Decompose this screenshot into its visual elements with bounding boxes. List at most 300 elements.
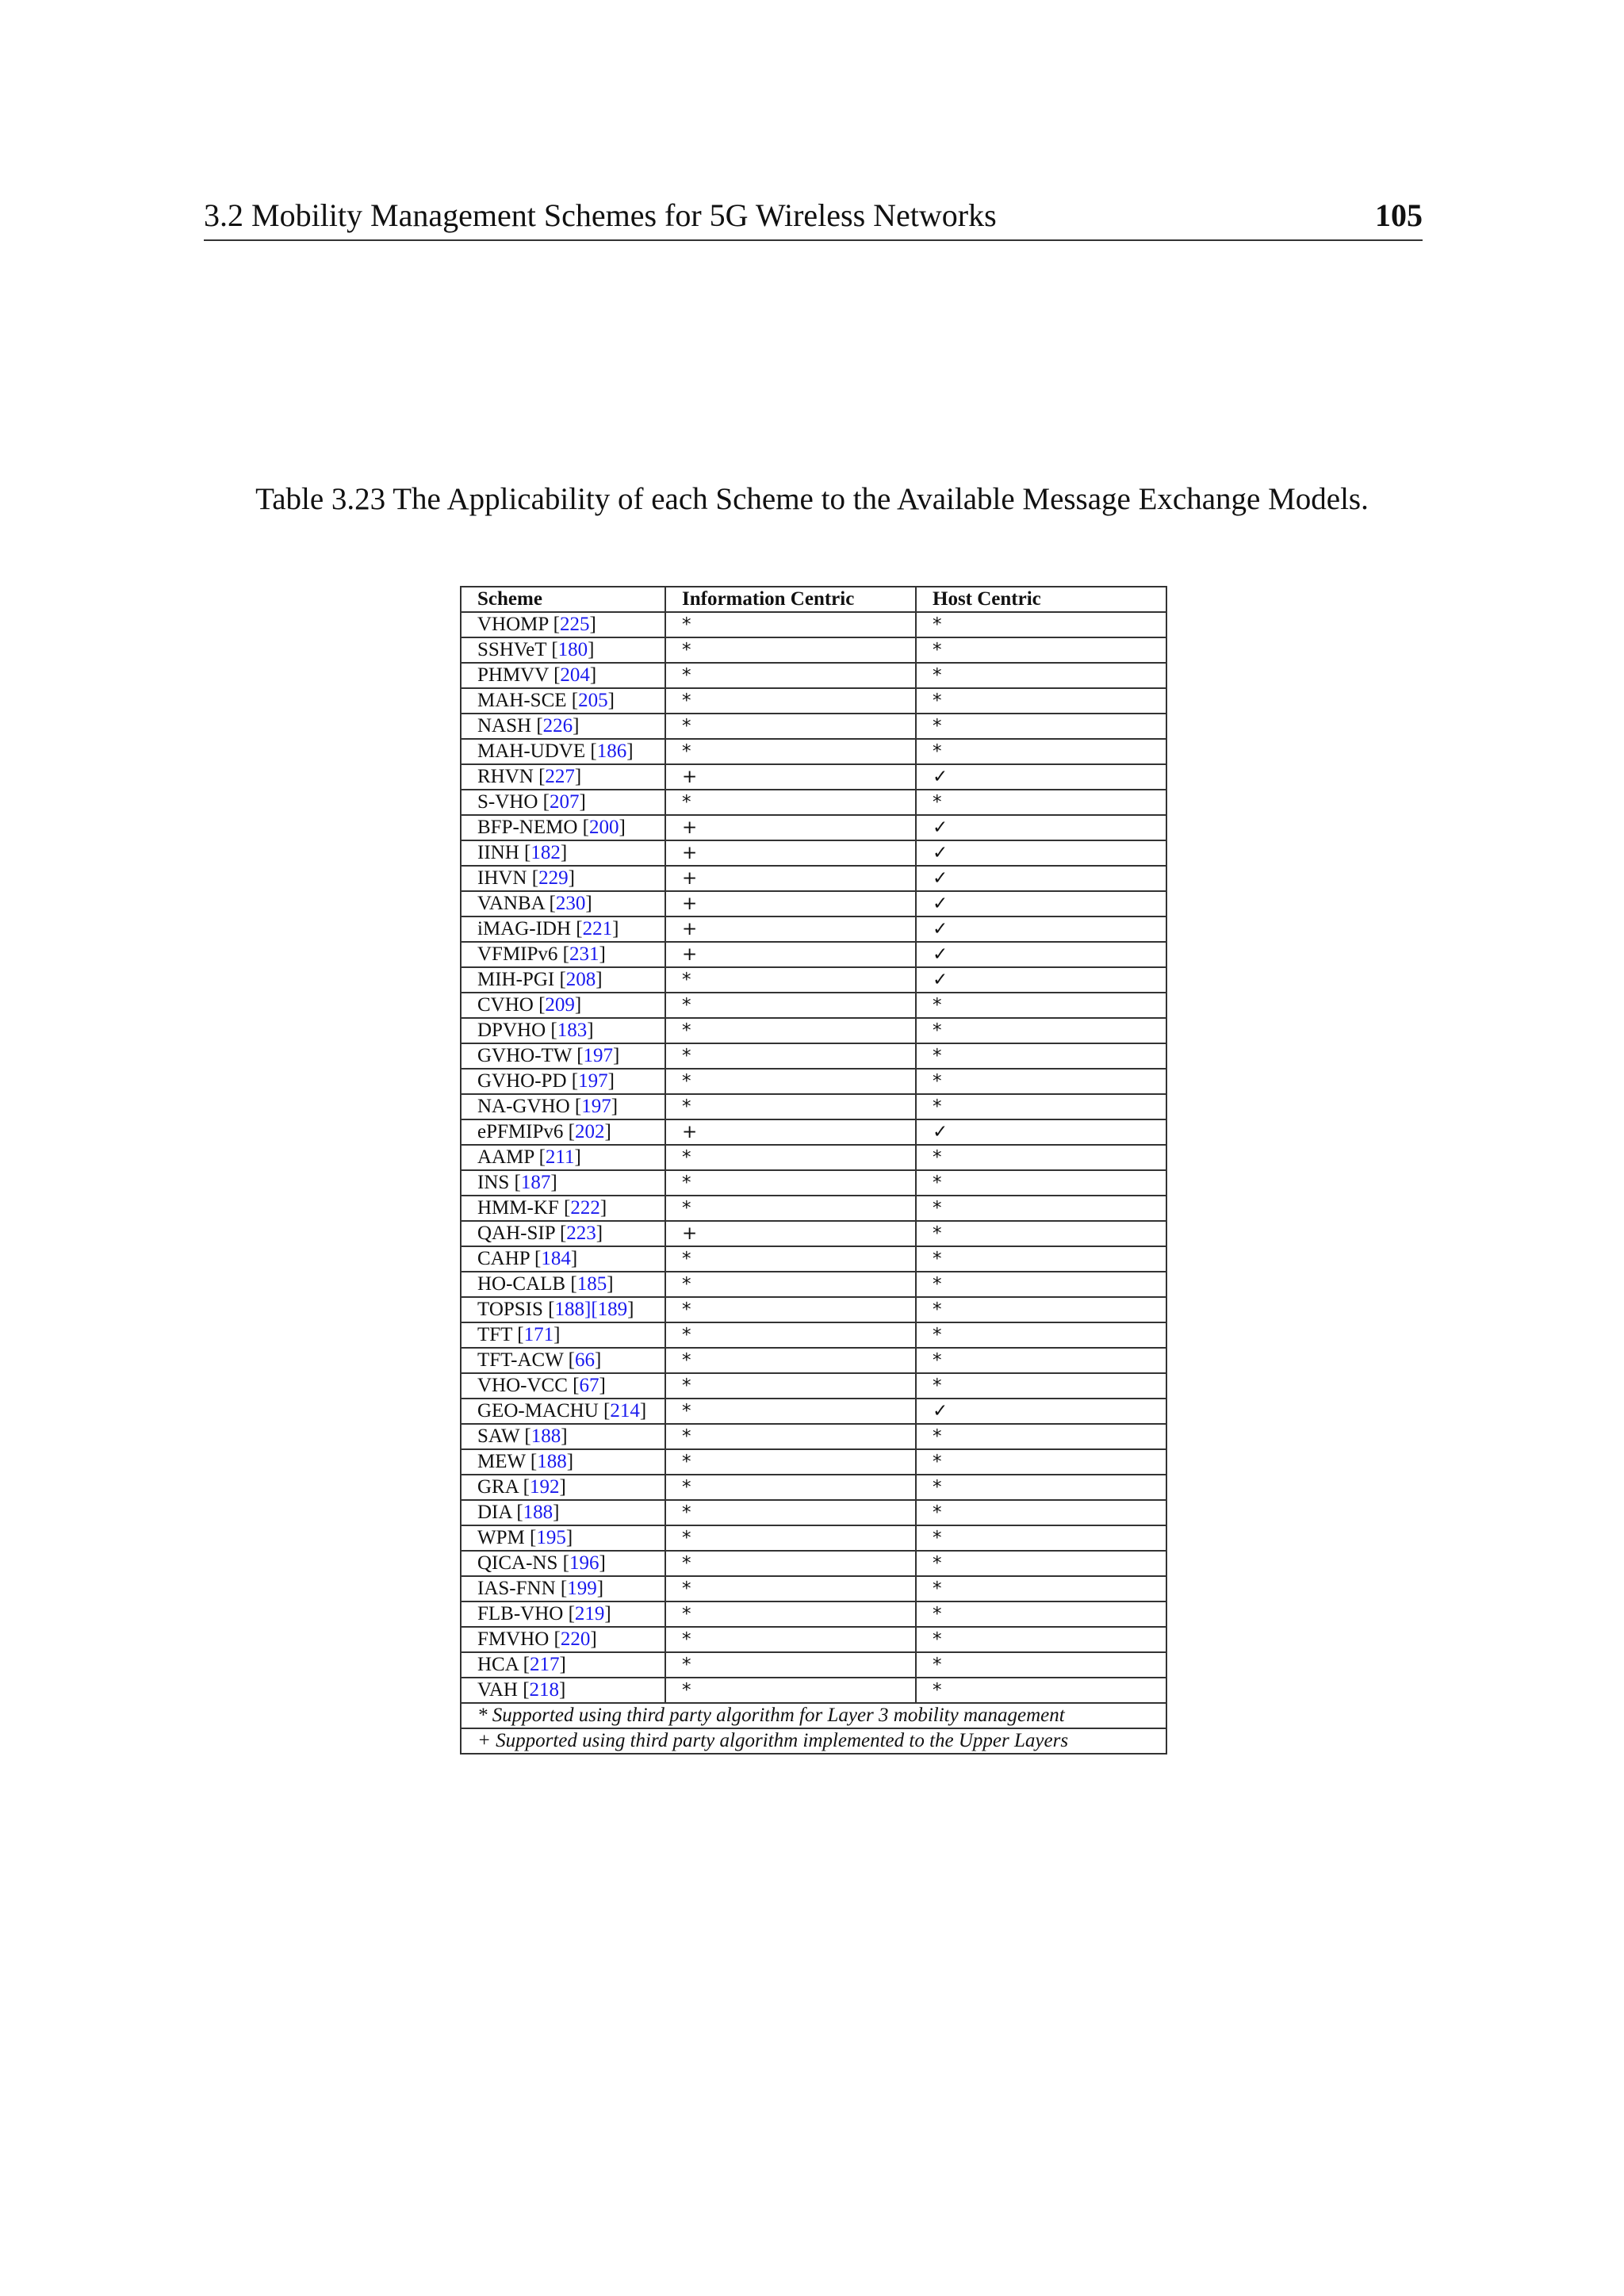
host-centric-mark: *	[933, 1198, 942, 1219]
reference-link[interactable]: 204	[560, 664, 590, 686]
scheme-name: SSHVeT	[477, 639, 547, 660]
information-centric-mark: *	[682, 1401, 691, 1422]
reference-link[interactable]: 229	[538, 867, 569, 889]
information-centric-cell	[665, 637, 916, 663]
scheme-name: TFT	[477, 1324, 512, 1345]
scheme-cell: ePFMIPv6 [202]	[461, 1119, 665, 1145]
information-centric-cell	[665, 1576, 916, 1601]
information-centric-cell	[665, 916, 916, 942]
header-row	[461, 587, 1166, 612]
table-row	[461, 1373, 1166, 1399]
information-centric-mark: +	[682, 1223, 698, 1244]
information-centric-cell	[665, 1297, 916, 1322]
information-centric-mark: *	[682, 1096, 691, 1117]
host-centric-cell	[916, 840, 1166, 866]
scheme-cell: QAH-SIP [223]	[461, 1221, 665, 1246]
scheme-name: VFMIPv6	[477, 943, 558, 965]
host-centric-cell	[916, 739, 1166, 764]
information-centric-cell	[665, 1348, 916, 1373]
table-row	[461, 1221, 1166, 1246]
scheme-name: FMVHO	[477, 1628, 550, 1650]
host-centric-mark: *	[933, 1071, 942, 1092]
reference-link[interactable]: 195	[536, 1527, 566, 1548]
host-centric-cell	[916, 1601, 1166, 1627]
scheme-name: GVHO-PD	[477, 1070, 567, 1092]
reference-link[interactable]: 231	[569, 943, 599, 965]
scheme-name: AAMP	[477, 1146, 534, 1168]
table-row	[461, 840, 1166, 866]
scheme-name: ePFMIPv6	[477, 1121, 564, 1142]
information-centric-mark: +	[682, 868, 698, 889]
host-centric-cell	[916, 1018, 1166, 1043]
information-centric-cell	[665, 1119, 916, 1145]
table-header	[461, 587, 1166, 612]
information-centric-cell	[665, 663, 916, 688]
information-centric-cell	[665, 1322, 916, 1348]
scheme-name: VAH	[477, 1679, 518, 1701]
reference-link[interactable]: 67	[579, 1375, 599, 1396]
scheme-name: VANBA	[477, 893, 545, 914]
scheme-name: SAW	[477, 1425, 520, 1447]
host-centric-mark: ✓	[933, 919, 948, 939]
host-centric-cell	[916, 663, 1166, 688]
information-centric-cell	[665, 714, 916, 739]
reference-link[interactable]: 225	[559, 614, 590, 635]
table-row	[461, 916, 1166, 942]
header-scheme: Scheme	[461, 587, 665, 612]
information-centric-mark: *	[682, 1629, 691, 1650]
reference-link[interactable]: 171	[523, 1324, 554, 1345]
table-caption: Table 3.23 The Applicability of each Scheme to the Available Message Exchange Models.	[255, 482, 1369, 516]
host-centric-mark: *	[933, 665, 942, 686]
information-centric-mark: *	[682, 1680, 691, 1701]
host-centric-mark: *	[933, 1325, 942, 1345]
footnote-plus: + Supported using third party algorithm implemented to the Upper Layers	[461, 1728, 1166, 1754]
table-row	[461, 815, 1166, 840]
scheme-name: IAS-FNN	[477, 1578, 556, 1599]
scheme-name: TOPSIS	[477, 1299, 543, 1320]
reference-link[interactable]: 188	[523, 1502, 553, 1523]
information-centric-cell	[665, 1069, 916, 1094]
host-centric-mark: *	[933, 1528, 942, 1548]
table-row	[461, 739, 1166, 764]
host-centric-mark: *	[933, 1096, 942, 1117]
reference-link[interactable]: 205	[578, 690, 608, 711]
information-centric-mark: *	[682, 1376, 691, 1396]
table-row	[461, 1094, 1166, 1119]
reference-link[interactable]: 226	[542, 715, 573, 737]
information-centric-mark: +	[682, 1122, 698, 1142]
reference-link[interactable]: 207	[549, 791, 580, 813]
table-row	[461, 1576, 1166, 1601]
host-centric-mark: ✓	[933, 868, 948, 889]
information-centric-mark: *	[682, 640, 691, 660]
reference-link[interactable]: 188][189	[554, 1299, 628, 1320]
table-row	[461, 866, 1166, 891]
footnote-row	[461, 1728, 1166, 1754]
host-centric-cell	[916, 1678, 1166, 1703]
host-centric-mark: *	[933, 640, 942, 660]
scheme-name: FLB-VHO	[477, 1603, 564, 1624]
host-centric-cell	[916, 1196, 1166, 1221]
host-centric-mark: ✓	[933, 817, 948, 838]
scheme-cell: MIH-PGI [208]	[461, 967, 665, 993]
scheme-name: QAH-SIP	[477, 1223, 555, 1244]
information-centric-mark: *	[682, 792, 691, 813]
information-centric-cell	[665, 739, 916, 764]
scheme-cell: RHVN [227]	[461, 764, 665, 790]
scheme-name: HMM-KF	[477, 1197, 559, 1219]
information-centric-mark: *	[682, 1426, 691, 1447]
host-centric-mark: *	[933, 1680, 942, 1701]
scheme-name: MAH-UDVE	[477, 740, 586, 762]
scheme-cell: IHVN [229]	[461, 866, 665, 891]
information-centric-cell	[665, 790, 916, 815]
host-centric-mark: ✓	[933, 944, 948, 965]
information-centric-cell	[665, 1221, 916, 1246]
host-centric-cell	[916, 1069, 1166, 1094]
scheme-name: DIA	[477, 1502, 512, 1523]
reference-link[interactable]: 218	[529, 1679, 560, 1701]
reference-link[interactable]: 197	[581, 1096, 611, 1117]
information-centric-cell	[665, 1373, 916, 1399]
information-centric-mark: *	[682, 1655, 691, 1675]
reference-link[interactable]: 199	[567, 1578, 597, 1599]
host-centric-mark: *	[933, 995, 942, 1016]
table-row	[461, 1424, 1166, 1449]
reference-link[interactable]: 186	[596, 740, 627, 762]
information-centric-cell	[665, 1043, 916, 1069]
reference-link[interactable]: 187	[520, 1172, 551, 1193]
host-centric-mark: *	[933, 1249, 942, 1269]
scheme-cell: MAH-UDVE [186]	[461, 739, 665, 764]
scheme-cell: TFT-ACW [66]	[461, 1348, 665, 1373]
host-centric-cell	[916, 967, 1166, 993]
scheme-cell: iMAG-IDH [221]	[461, 916, 665, 942]
reference-link[interactable]: 221	[582, 918, 613, 939]
scheme-cell: CAHP [184]	[461, 1246, 665, 1272]
table-row	[461, 1297, 1166, 1322]
host-centric-cell	[916, 1449, 1166, 1475]
table-row	[461, 637, 1166, 663]
scheme-applicability-table	[460, 586, 1167, 1755]
scheme-cell: AAMP [211]	[461, 1145, 665, 1170]
host-centric-mark: *	[933, 1578, 942, 1599]
footnote-row	[461, 1703, 1166, 1728]
table-row	[461, 967, 1166, 993]
header-host-centric: Host Centric	[916, 587, 1166, 612]
table-row	[461, 663, 1166, 688]
information-centric-mark: *	[682, 716, 691, 737]
reference-link[interactable]: 227	[545, 766, 575, 787]
host-centric-cell	[916, 1475, 1166, 1500]
scheme-cell: GRA [192]	[461, 1475, 665, 1500]
scheme-name: HO-CALB	[477, 1273, 566, 1295]
header-information-centric: Information Centric	[665, 587, 916, 612]
host-centric-mark: ✓	[933, 767, 948, 787]
scheme-cell: TFT [171]	[461, 1322, 665, 1348]
table-row	[461, 1119, 1166, 1145]
information-centric-cell	[665, 1246, 916, 1272]
host-centric-mark: *	[933, 1299, 942, 1320]
reference-link[interactable]: 196	[569, 1552, 599, 1574]
information-centric-cell	[665, 1399, 916, 1424]
information-centric-mark: *	[682, 1502, 691, 1523]
reference-link[interactable]: 200	[589, 817, 619, 838]
host-centric-cell	[916, 1221, 1166, 1246]
information-centric-mark: *	[682, 1274, 691, 1295]
scheme-cell: VHO-VCC [67]	[461, 1373, 665, 1399]
scheme-cell: VAH [218]	[461, 1678, 665, 1703]
host-centric-cell	[916, 891, 1166, 916]
information-centric-mark: *	[682, 1198, 691, 1219]
information-centric-mark: *	[682, 995, 691, 1016]
scheme-cell: GVHO-PD [197]	[461, 1069, 665, 1094]
reference-link[interactable]: 230	[555, 893, 586, 914]
footnote-star: * Supported using third party algorithm for Layer 3 mobility management	[461, 1703, 1166, 1728]
reference-link[interactable]: 184	[541, 1248, 571, 1269]
reference-link[interactable]: 219	[574, 1603, 605, 1624]
information-centric-cell	[665, 1652, 916, 1678]
information-centric-mark: *	[682, 1299, 691, 1320]
reference-link[interactable]: 202	[574, 1121, 605, 1142]
table-row	[461, 1399, 1166, 1424]
table-row	[461, 1069, 1166, 1094]
host-centric-cell	[916, 688, 1166, 714]
scheme-cell: VANBA [230]	[461, 891, 665, 916]
table-row	[461, 1246, 1166, 1272]
reference-link[interactable]: 222	[570, 1197, 600, 1219]
table-body	[461, 612, 1166, 1703]
scheme-cell: INS [187]	[461, 1170, 665, 1196]
information-centric-mark: *	[682, 1528, 691, 1548]
information-centric-cell	[665, 1094, 916, 1119]
reference-link[interactable]: 182	[530, 842, 561, 863]
page-number: 105	[1375, 197, 1423, 233]
scheme-name: CAHP	[477, 1248, 530, 1269]
table-row	[461, 612, 1166, 637]
host-centric-cell	[916, 1525, 1166, 1551]
scheme-name: INS	[477, 1172, 510, 1193]
information-centric-cell	[665, 840, 916, 866]
reference-link[interactable]: 211	[545, 1146, 575, 1168]
table-row	[461, 1475, 1166, 1500]
scheme-name: WPM	[477, 1527, 525, 1548]
reference-link[interactable]: 66	[574, 1349, 595, 1371]
host-centric-cell	[916, 1652, 1166, 1678]
scheme-cell: HO-CALB [185]	[461, 1272, 665, 1297]
information-centric-cell	[665, 612, 916, 637]
table-row	[461, 1601, 1166, 1627]
scheme-cell: IAS-FNN [199]	[461, 1576, 665, 1601]
information-centric-mark: *	[682, 970, 691, 990]
host-centric-cell	[916, 1627, 1166, 1652]
host-centric-cell	[916, 1576, 1166, 1601]
scheme-name: GEO-MACHU	[477, 1400, 599, 1422]
table-footnotes	[461, 1703, 1166, 1754]
host-centric-cell	[916, 612, 1166, 637]
information-centric-mark: *	[682, 1325, 691, 1345]
information-centric-cell	[665, 1196, 916, 1221]
table-row	[461, 1652, 1166, 1678]
host-centric-cell	[916, 1424, 1166, 1449]
host-centric-cell	[916, 1094, 1166, 1119]
host-centric-cell	[916, 1551, 1166, 1576]
information-centric-mark: *	[682, 1071, 691, 1092]
information-centric-cell	[665, 993, 916, 1018]
table-row	[461, 1525, 1166, 1551]
running-head	[204, 195, 1423, 241]
table-row	[461, 714, 1166, 739]
information-centric-mark: *	[682, 1477, 691, 1498]
scheme-cell: PHMVV [204]	[461, 663, 665, 688]
reference-link[interactable]: 220	[560, 1628, 591, 1650]
information-centric-mark: *	[682, 741, 691, 762]
host-centric-cell	[916, 1272, 1166, 1297]
host-centric-cell	[916, 1145, 1166, 1170]
host-centric-cell	[916, 1373, 1166, 1399]
table-row	[461, 1196, 1166, 1221]
information-centric-mark: *	[682, 1046, 691, 1066]
table-row	[461, 1322, 1166, 1348]
table-row	[461, 1678, 1166, 1703]
host-centric-mark: ✓	[933, 894, 948, 914]
reference-link[interactable]: 208	[565, 969, 596, 990]
host-centric-cell	[916, 637, 1166, 663]
scheme-name: RHVN	[477, 766, 534, 787]
host-centric-cell	[916, 1500, 1166, 1525]
host-centric-mark: ✓	[933, 970, 948, 990]
host-centric-cell	[916, 1043, 1166, 1069]
information-centric-cell	[665, 688, 916, 714]
information-centric-mark: +	[682, 894, 698, 914]
reference-link[interactable]: 188	[530, 1425, 561, 1447]
table-row	[461, 1043, 1166, 1069]
scheme-cell: FLB-VHO [219]	[461, 1601, 665, 1627]
table-row	[461, 1627, 1166, 1652]
scheme-name: MAH-SCE	[477, 690, 567, 711]
scheme-name: DPVHO	[477, 1020, 546, 1041]
scheme-cell: CVHO [209]	[461, 993, 665, 1018]
information-centric-cell	[665, 1018, 916, 1043]
information-centric-cell	[665, 1170, 916, 1196]
host-centric-mark: *	[933, 1173, 942, 1193]
table-row	[461, 1145, 1166, 1170]
scheme-cell: DPVHO [183]	[461, 1018, 665, 1043]
table-row	[461, 688, 1166, 714]
host-centric-mark: *	[933, 1553, 942, 1574]
host-centric-mark: *	[933, 1274, 942, 1295]
reference-link[interactable]: 183	[557, 1020, 588, 1041]
information-centric-cell	[665, 1500, 916, 1525]
information-centric-cell	[665, 815, 916, 840]
reference-link[interactable]: 180	[557, 639, 588, 660]
information-centric-mark: +	[682, 919, 698, 939]
host-centric-cell	[916, 1119, 1166, 1145]
information-centric-cell	[665, 1601, 916, 1627]
host-centric-mark: *	[933, 1426, 942, 1447]
scheme-name: PHMVV	[477, 664, 549, 686]
host-centric-mark: *	[933, 1046, 942, 1066]
information-centric-cell	[665, 1449, 916, 1475]
host-centric-mark: *	[933, 741, 942, 762]
host-centric-mark: ✓	[933, 1401, 948, 1422]
scheme-cell: BFP-NEMO [200]	[461, 815, 665, 840]
information-centric-mark: +	[682, 817, 698, 838]
information-centric-mark: *	[682, 1020, 691, 1041]
host-centric-cell	[916, 993, 1166, 1018]
scheme-cell: GEO-MACHU [214]	[461, 1399, 665, 1424]
information-centric-cell	[665, 1678, 916, 1703]
table-row	[461, 1272, 1166, 1297]
information-centric-mark: *	[682, 1147, 691, 1168]
section-title: 3.2 Mobility Management Schemes for 5G Wireless Networks	[204, 197, 997, 233]
scheme-cell: VFMIPv6 [231]	[461, 942, 665, 967]
host-centric-cell	[916, 1348, 1166, 1373]
reference-link[interactable]: 192	[529, 1476, 560, 1498]
scheme-name: CVHO	[477, 994, 534, 1016]
host-centric-mark: *	[933, 792, 942, 813]
information-centric-mark: *	[682, 614, 691, 635]
information-centric-mark: +	[682, 944, 698, 965]
reference-link[interactable]: 197	[583, 1045, 614, 1066]
host-centric-cell	[916, 1322, 1166, 1348]
reference-link[interactable]: 209	[545, 994, 575, 1016]
reference-link[interactable]: 214	[610, 1400, 640, 1422]
information-centric-cell	[665, 942, 916, 967]
reference-link[interactable]: 188	[537, 1451, 567, 1472]
table-row	[461, 1170, 1166, 1196]
information-centric-cell	[665, 1272, 916, 1297]
host-centric-cell	[916, 815, 1166, 840]
scheme-cell: WPM [195]	[461, 1525, 665, 1551]
host-centric-mark: *	[933, 691, 942, 711]
scheme-name: TFT-ACW	[477, 1349, 564, 1371]
scheme-name: MIH-PGI	[477, 969, 555, 990]
host-centric-mark: ✓	[933, 843, 948, 863]
scheme-name: BFP-NEMO	[477, 817, 578, 838]
scheme-name: GVHO-TW	[477, 1045, 572, 1066]
information-centric-cell	[665, 1551, 916, 1576]
table-row	[461, 942, 1166, 967]
scheme-cell: GVHO-TW [197]	[461, 1043, 665, 1069]
host-centric-mark: *	[933, 1629, 942, 1650]
scheme-cell: VHOMP [225]	[461, 612, 665, 637]
information-centric-cell	[665, 1627, 916, 1652]
information-centric-mark: *	[682, 1604, 691, 1624]
host-centric-mark: *	[933, 716, 942, 737]
host-centric-mark: *	[933, 1350, 942, 1371]
host-centric-mark: *	[933, 1604, 942, 1624]
table-row	[461, 891, 1166, 916]
table-row	[461, 1449, 1166, 1475]
host-centric-cell	[916, 790, 1166, 815]
information-centric-cell	[665, 1424, 916, 1449]
reference-link[interactable]: 217	[529, 1654, 560, 1675]
scheme-cell: TOPSIS [188][189]	[461, 1297, 665, 1322]
host-centric-mark: *	[933, 1452, 942, 1472]
scheme-cell: NA-GVHO [197]	[461, 1094, 665, 1119]
host-centric-cell	[916, 1399, 1166, 1424]
scheme-cell: HMM-KF [222]	[461, 1196, 665, 1221]
scheme-cell: NASH [226]	[461, 714, 665, 739]
reference-link[interactable]: 185	[576, 1273, 607, 1295]
table-row	[461, 790, 1166, 815]
information-centric-mark: *	[682, 1249, 691, 1269]
table-row	[461, 993, 1166, 1018]
reference-link[interactable]: 197	[578, 1070, 608, 1092]
reference-link[interactable]: 223	[566, 1223, 596, 1244]
